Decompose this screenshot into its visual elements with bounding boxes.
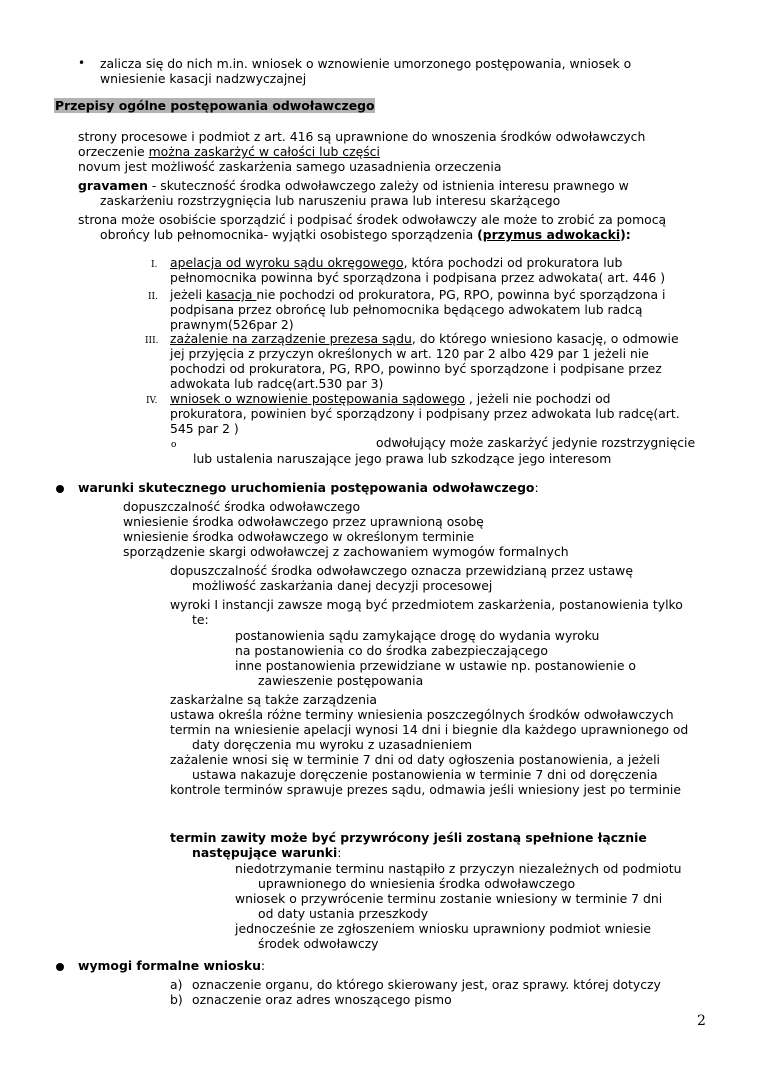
paragraph-cont: zaskarżeniu rozstrzygnięcia lub naruszeniu prawa lub interesu skarżącego bbox=[100, 193, 561, 208]
page-number: 2 bbox=[697, 1013, 706, 1029]
colon: : bbox=[337, 845, 342, 860]
roman-numeral: IV. bbox=[146, 396, 158, 406]
text: jeżeli bbox=[170, 287, 207, 302]
roman-numeral: III. bbox=[145, 336, 159, 346]
order-item: inne postanowienia przewidziane w ustawie np. postanowienie o bbox=[235, 658, 636, 673]
restore-item: jednocześnie ze zgłoszeniem wniosku uprawniony podmiot wniesie bbox=[235, 921, 652, 936]
list-item-cont: 545 par 2 ) bbox=[170, 421, 239, 436]
restore-item: niedotrzymanie terminu nastąpiło z przyczyn niezależnych od podmiotu bbox=[235, 861, 682, 876]
paragraph-cont: te: bbox=[192, 612, 209, 627]
bullet-text-line: zalicza się do nich m.in. wniosek o wznowienie umorzonego postępowania, wniosek o bbox=[100, 56, 632, 71]
colon: : bbox=[534, 480, 539, 495]
underlined-phrase: apelacja od wyroku sądu okręgowego bbox=[170, 255, 404, 270]
paragraph-cont bbox=[100, 227, 631, 242]
list-item bbox=[170, 391, 611, 406]
paren: ( bbox=[477, 227, 483, 242]
heading-text: wymogi formalne wniosku bbox=[78, 958, 261, 973]
term-przymus-adwokacki: przymus adwokacki bbox=[482, 227, 621, 242]
heading-text: warunki skutecznego uruchomienia postępowania odwoławczego bbox=[78, 480, 535, 495]
restore-item-cont: uprawnionego do wniesienia środka odwoławczego bbox=[258, 876, 576, 891]
text: , jeżeli nie pochodzi od bbox=[464, 391, 611, 406]
restore-heading: termin zawity może być przywrócony jeśli zostaną spełnione łącznie bbox=[170, 830, 647, 845]
paragraph-cont: ustawa nakazuje doręczenie postanowienia w terminie 7 dni od doręczenia bbox=[192, 767, 658, 782]
text: , do którego wniesiono kasację, o odmowie bbox=[411, 331, 679, 346]
text: - skuteczność środka odwoławczego zależy od istnienia interesu prawnego w bbox=[147, 178, 629, 193]
paren: ): bbox=[620, 227, 631, 242]
paragraph: strony procesowe i podmiot z art. 416 są uprawnione do wnoszenia środków odwoławczych bbox=[78, 129, 646, 144]
underlined-phrase: zażalenie na zarządzenie prezesa sądu bbox=[170, 331, 412, 346]
restore-heading-cont bbox=[192, 845, 341, 860]
roman-numeral: I. bbox=[151, 260, 158, 270]
paragraph: ustawa określa różne terminy wniesienia poszczególnych środków odwoławczych bbox=[170, 707, 674, 722]
list-item bbox=[170, 255, 622, 270]
sub-bullet-marker: o bbox=[171, 440, 177, 450]
paragraph: novum jest możliwość zaskarżenia samego uzasadnienia orzeczenia bbox=[78, 159, 502, 174]
list-marker: b) bbox=[170, 992, 183, 1007]
text: nie pochodzi od prokuratora, PG, RPO, powinna być sporządzona i bbox=[256, 287, 666, 302]
paragraph: dopuszczalność środka odwoławczego oznacza przewidzianą przez ustawę bbox=[170, 563, 633, 578]
paragraph-cont: możliwość zaskarżania danej decyzji procesowej bbox=[192, 578, 493, 593]
text: następujące warunki bbox=[192, 845, 338, 860]
requirement-item: oznaczenie oraz adres wnoszącego pismo bbox=[192, 992, 452, 1007]
list-item-cont: pełnomocnika powinna być sporządzona i podpisana przez adwokata( art. 446 ) bbox=[170, 270, 666, 285]
paragraph: zaskarżalne są także zarządzenia bbox=[170, 692, 377, 707]
order-item: postanowienia sądu zamykające drogę do wydania wyroku bbox=[235, 628, 600, 643]
list-item-cont: jej przyjęcia z przyczyn określonych w art. 120 par 2 albo 429 par 1 jeżeli nie bbox=[170, 346, 649, 361]
condition-item: wniesienie środka odwoławczego przez uprawnioną osobę bbox=[123, 514, 484, 529]
roman-numeral: II. bbox=[148, 292, 158, 302]
list-item bbox=[170, 331, 679, 346]
restore-item: wniosek o przywrócenie terminu zostanie wniesiony w terminie 7 dni bbox=[235, 891, 663, 906]
highlighted-heading: Przepisy ogólne postępowania odwoławczego bbox=[55, 98, 375, 113]
paragraph: kontrole terminów sprawuje prezes sądu, odmawia jeśli wniesiony jest po terminie bbox=[170, 782, 681, 797]
sub-item-cont: lub ustalenia naruszające jego prawa lub szkodzące jego interesom bbox=[193, 451, 612, 466]
paragraph: wyroki I instancji zawsze mogą być przedmiotem zaskarżenia, postanowienia tylko bbox=[170, 597, 683, 612]
underlined-phrase: kasacja bbox=[206, 287, 257, 302]
list-item-cont: prawnym(526par 2) bbox=[170, 317, 294, 332]
bullet-marker: • bbox=[78, 56, 86, 70]
condition-item: wniesienie środka odwoławczego w określonym terminie bbox=[123, 529, 475, 544]
requirement-item: oznaczenie organu, do którego skierowany jest, oraz sprawy. której dotyczy bbox=[192, 977, 661, 992]
section-heading-general-rules bbox=[54, 98, 375, 113]
text: orzeczenie bbox=[78, 144, 149, 159]
condition-item: sporządzenie skargi odwoławczej z zachowaniem wymogów formalnych bbox=[123, 544, 569, 559]
text: obrońcy lub pełnomocnika- wyjątki osobistego sporządzenia bbox=[100, 227, 478, 242]
sub-item: odwołujący może zaskarżyć jedynie rozstrzygnięcie bbox=[376, 435, 696, 450]
term-gravamen: gravamen bbox=[78, 178, 148, 193]
paragraph: strona może osobiście sporządzić i podpisać środek odwoławczy ale może to zrobić za pomocą bbox=[78, 212, 667, 227]
condition-item: dopuszczalność środka odwoławczego bbox=[123, 499, 361, 514]
bullet-text-line: wniesienie kasacji nadzwyczajnej bbox=[100, 71, 307, 86]
order-item-cont: zawieszenie postępowania bbox=[258, 673, 424, 688]
list-item-cont: pochodzi od prokuratora, PG, RPO, powinno być sporządzone i podpisane przez bbox=[170, 361, 662, 376]
colon: : bbox=[260, 958, 266, 973]
list-item bbox=[170, 287, 665, 302]
bullet-dot bbox=[56, 485, 64, 493]
paragraph-cont: daty doręczenia mu wyroku z uzasadnieniem bbox=[192, 737, 473, 752]
list-item-cont: prokuratora, powinien być sporządzony i podpisany przez adwokata lub radcę(art. bbox=[170, 406, 680, 421]
text: , która pochodzi od prokuratora lub bbox=[403, 255, 623, 270]
underlined-phrase: można zaskarżyć w całości lub części bbox=[148, 144, 380, 159]
section-heading-conditions bbox=[78, 480, 539, 495]
list-item-cont: podpisana przez obrońcę lub pełnomocnika będącego adwokatem lub radcą bbox=[170, 302, 643, 317]
paragraph bbox=[78, 144, 380, 159]
list-marker: a) bbox=[170, 977, 183, 992]
underlined-phrase: wniosek o wznowienie postępowania sądowego bbox=[170, 391, 465, 406]
paragraph: termin na wniesienie apelacji wynosi 14 dni i biegnie dla każdego uprawnionego od bbox=[170, 722, 689, 737]
list-item-cont: adwokata lub radcę(art.530 par 3) bbox=[170, 376, 384, 391]
restore-item-cont: od daty ustania przeszkody bbox=[258, 906, 429, 921]
paragraph bbox=[78, 178, 629, 193]
paragraph: zażalenie wnosi się w terminie 7 dni od daty ogłoszenia postanowienia, a jeżeli bbox=[170, 752, 660, 767]
order-item: na postanowienia co do środka zabezpieczającego bbox=[235, 643, 548, 658]
section-heading-formal-requirements bbox=[78, 958, 265, 973]
restore-item-cont: środek odwoławczy bbox=[258, 936, 379, 951]
bullet-dot bbox=[56, 963, 64, 971]
